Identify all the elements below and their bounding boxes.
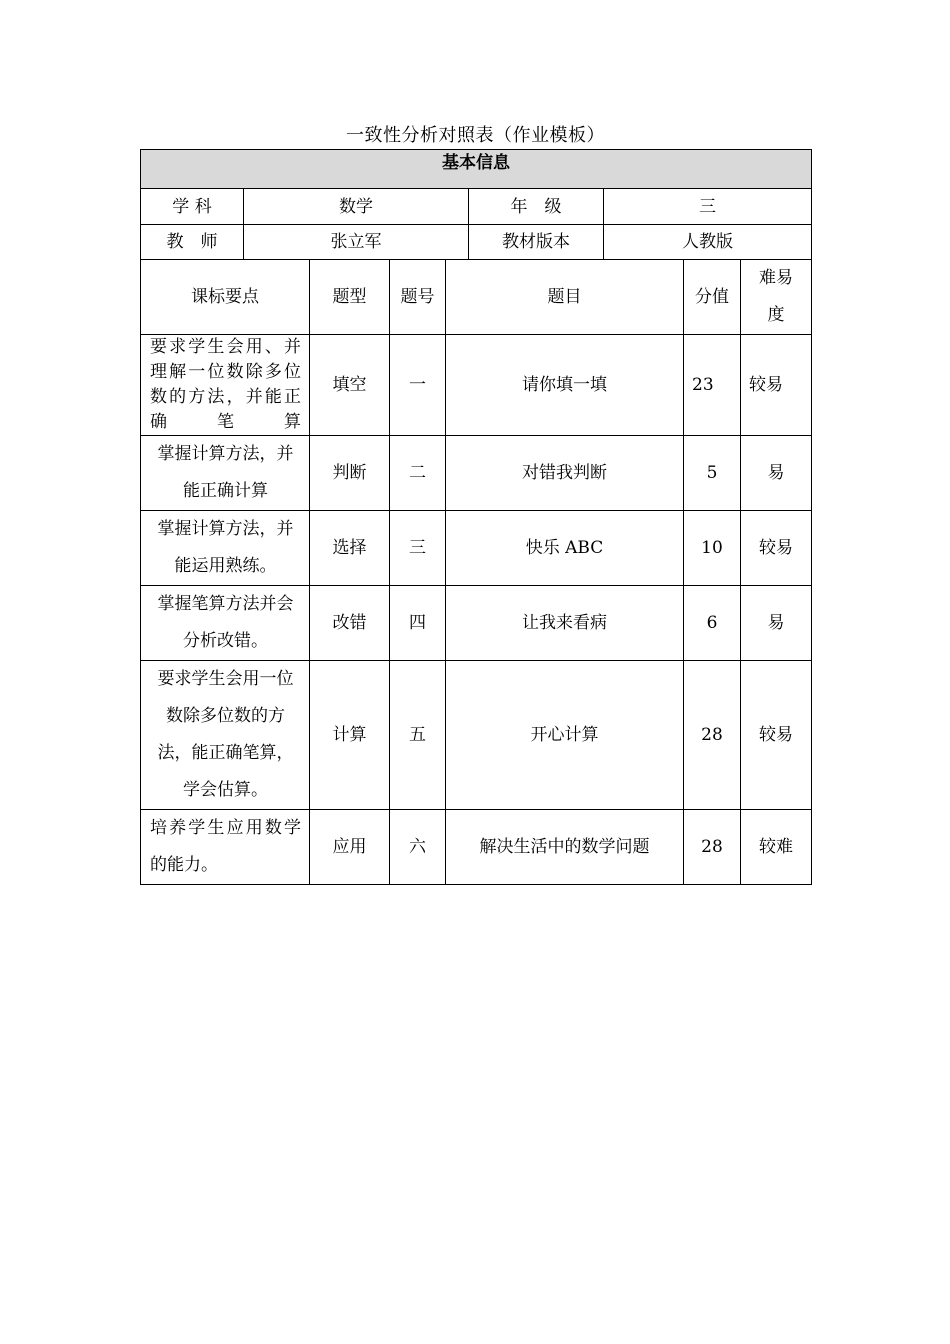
row-topic: 对错我判断: [446, 436, 684, 511]
row-num: 一: [390, 335, 446, 436]
teacher-value: 张立军: [244, 225, 469, 260]
row-score: 23: [684, 335, 741, 436]
row-req: 掌握计算方法，并能运用熟练。: [141, 511, 310, 586]
row-score: 6: [684, 586, 741, 661]
row-difficulty: 较易: [741, 511, 812, 586]
row-req: 掌握笔算方法并会分析改错。: [141, 586, 310, 661]
row-score: 28: [684, 661, 741, 810]
grade-value: 三: [604, 189, 812, 225]
row-difficulty: 较难: [741, 810, 812, 885]
row-topic: 开心计算: [446, 661, 684, 810]
row-score: 10: [684, 511, 741, 586]
subject-label: 学 科: [141, 189, 244, 225]
table-row: [141, 661, 812, 810]
row-score: 5: [684, 436, 741, 511]
page-title: 一致性分析对照表（作业模板）: [346, 125, 605, 146]
analysis-table: [140, 259, 812, 885]
header-type: 题型: [310, 260, 390, 335]
basic-info-table: [140, 149, 812, 260]
row-req: 培养学生应用数学的能力。: [141, 810, 310, 885]
row-difficulty: 较易: [741, 335, 812, 436]
row-topic: 让我来看病: [446, 586, 684, 661]
row-difficulty: 易: [741, 586, 812, 661]
basic-info-header: 基本信息: [141, 150, 812, 189]
row-difficulty: 易: [741, 436, 812, 511]
header-score: 分值: [684, 260, 741, 335]
header-difficulty-line2: 度: [767, 305, 785, 325]
row-type: 选择: [310, 511, 390, 586]
table-row: [141, 586, 812, 661]
row-num: 四: [390, 586, 446, 661]
grade-label: 年 级: [469, 189, 604, 225]
header-difficulty-line1: 难易: [759, 268, 793, 288]
row-req: 掌握计算方法，并能正确计算: [141, 436, 310, 511]
row-num: 六: [390, 810, 446, 885]
row-topic: 请你填一填: [446, 335, 684, 436]
row-type: 填空: [310, 335, 390, 436]
edition-value: 人教版: [604, 225, 812, 260]
row-type: 计算: [310, 661, 390, 810]
header-req: 课标要点: [141, 260, 310, 335]
row-type: 判断: [310, 436, 390, 511]
row-req: 要求学生会用一位数除多位数的方法，能正确笔算，学会估算。: [141, 661, 310, 810]
row-req: 要求学生会用、并理解一位数除多位数的方法，并能正确笔算: [141, 335, 310, 436]
table-row: [141, 335, 812, 436]
header-difficulty: [741, 260, 812, 335]
table-row: [141, 436, 812, 511]
row-num: 二: [390, 436, 446, 511]
row-topic: 解决生活中的数学问题: [446, 810, 684, 885]
table-row: [141, 810, 812, 885]
table-row: [141, 511, 812, 586]
subject-value: 数学: [244, 189, 469, 225]
row-topic: 快乐 ABC: [446, 511, 684, 586]
row-score: 28: [684, 810, 741, 885]
row-type: 改错: [310, 586, 390, 661]
header-num: 题号: [390, 260, 446, 335]
row-num: 三: [390, 511, 446, 586]
table-header-row: [141, 260, 812, 335]
edition-label: 教材版本: [469, 225, 604, 260]
row-type: 应用: [310, 810, 390, 885]
row-difficulty: 较易: [741, 661, 812, 810]
header-topic: 题目: [446, 260, 684, 335]
teacher-label: 教 师: [141, 225, 244, 260]
row-num: 五: [390, 661, 446, 810]
